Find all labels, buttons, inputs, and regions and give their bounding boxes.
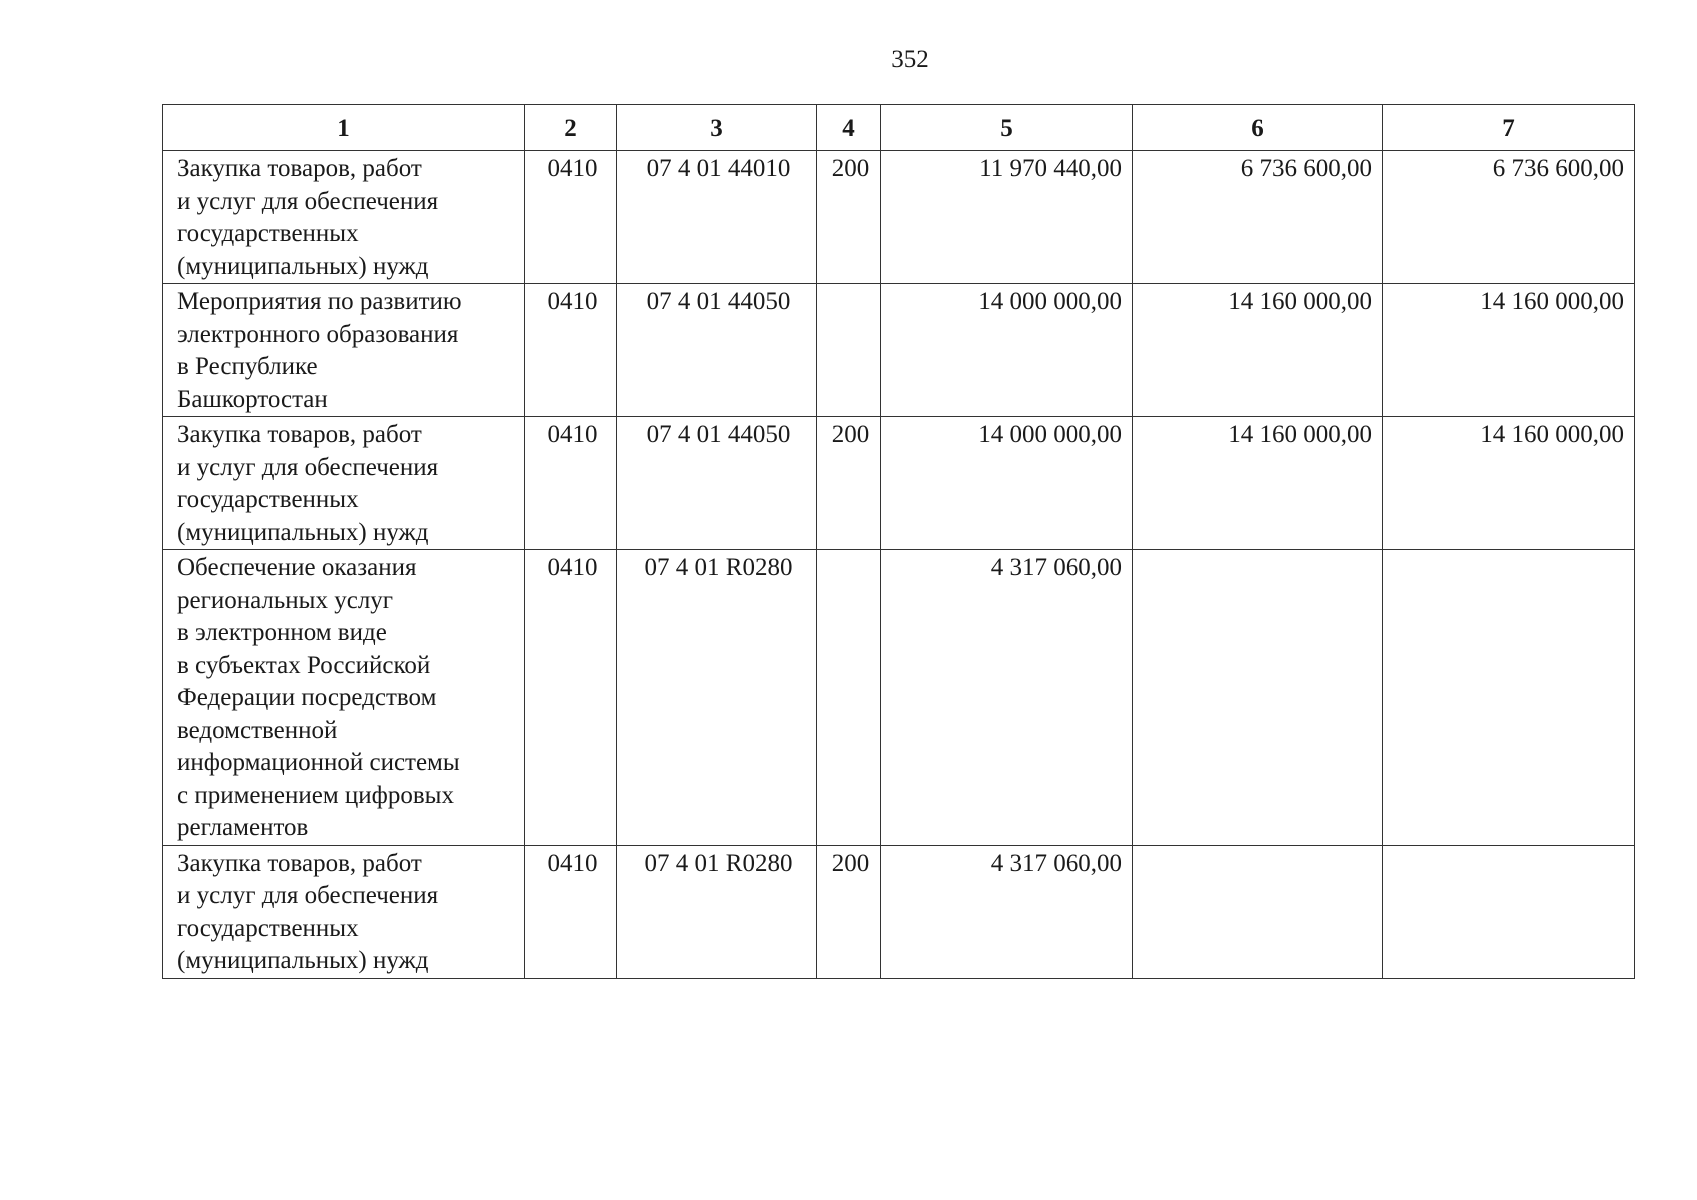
amount-col-5-cell: 4 317 060,00: [881, 845, 1133, 978]
amount-col-5-cell: 11 970 440,00: [881, 151, 1133, 284]
table-row: [163, 550, 1635, 846]
table-body: [163, 151, 1635, 979]
row-name-line: Мероприятия по развитию: [177, 288, 462, 315]
amount-col-5-cell: 4 317 060,00: [881, 550, 1133, 846]
header-col-7: 7: [1383, 105, 1635, 151]
header-col-3: 3: [617, 105, 817, 151]
row-name-line: региональных услуг: [177, 586, 394, 614]
amount-col-7-cell: 14 160 000,00: [1383, 417, 1635, 550]
header-col-4: 4: [817, 105, 881, 151]
amount-col-6-cell: 14 160 000,00: [1133, 284, 1383, 417]
row-name-line: и услуг для обеспечения: [177, 453, 439, 481]
amount-col-5-cell: 14 000 000,00: [881, 284, 1133, 417]
row-name-line: с применением цифровых: [177, 781, 454, 809]
row-name-cell: [163, 417, 525, 550]
row-name-line: Башкортостан: [177, 385, 328, 413]
table-row: [163, 151, 1635, 284]
table-row: [163, 284, 1635, 417]
section-code-cell: 0410: [525, 845, 617, 978]
header-col-2: 2: [525, 105, 617, 151]
amount-col-6-cell: 14 160 000,00: [1133, 417, 1383, 550]
row-name-cell: [163, 550, 525, 846]
section-code-cell: 0410: [525, 151, 617, 284]
row-name-line: Закупка товаров, работ: [177, 849, 422, 877]
expense-type-cell: 200: [817, 151, 881, 284]
header-col-5: 5: [881, 105, 1133, 151]
row-name-line: государственных: [177, 220, 359, 247]
target-code-cell: 07 4 01 R0280: [617, 845, 817, 978]
expense-type-cell: [817, 550, 881, 846]
row-name-line: государственных: [177, 486, 359, 513]
row-name-line: регламентов: [177, 814, 309, 841]
section-code-cell: 0410: [525, 550, 617, 846]
header-col-1: 1: [163, 105, 525, 151]
target-code-cell: 07 4 01 R0280: [617, 550, 817, 846]
row-name-line: (муниципальных) нужд: [177, 252, 429, 280]
amount-col-5-cell: 14 000 000,00: [881, 417, 1133, 550]
expense-type-cell: 200: [817, 845, 881, 978]
target-code-cell: 07 4 01 44010: [617, 151, 817, 284]
table-row: [163, 845, 1635, 978]
header-col-6: 6: [1133, 105, 1383, 151]
amount-col-7-cell: 6 736 600,00: [1383, 151, 1635, 284]
row-name-line: электронного образования: [177, 320, 459, 348]
budget-table: [162, 104, 1635, 979]
amount-col-7-cell: [1383, 550, 1635, 846]
target-code-cell: 07 4 01 44050: [617, 417, 817, 550]
amount-col-6-cell: [1133, 550, 1383, 846]
section-code-cell: 0410: [525, 417, 617, 550]
amount-col-6-cell: [1133, 845, 1383, 978]
row-name-line: ведомственной: [177, 716, 338, 744]
header-row: [163, 105, 1635, 151]
table-row: [163, 417, 1635, 550]
row-name-cell: [163, 151, 525, 284]
row-name-line: в электронном виде: [177, 619, 387, 646]
row-name-line: (муниципальных) нужд: [177, 947, 429, 974]
target-code-cell: 07 4 01 44050: [617, 284, 817, 417]
row-name-line: и услуг для обеспечения: [177, 882, 439, 909]
row-name-line: Закупка товаров, работ: [177, 421, 422, 448]
row-name-line: информационной системы: [177, 749, 460, 776]
row-name-line: в Республике: [177, 353, 318, 380]
row-name-line: (муниципальных) нужд: [177, 518, 429, 546]
row-name-line: Федерации посредством: [177, 684, 437, 711]
amount-col-6-cell: 6 736 600,00: [1133, 151, 1383, 284]
row-name-line: в субъектах Российской: [177, 651, 431, 679]
row-name-cell: [163, 284, 525, 417]
row-name-line: Обеспечение оказания: [177, 554, 417, 581]
amount-col-7-cell: 14 160 000,00: [1383, 284, 1635, 417]
row-name-line: государственных: [177, 914, 359, 942]
amount-col-7-cell: [1383, 845, 1635, 978]
page-number: 352: [891, 46, 929, 73]
expense-type-cell: 200: [817, 417, 881, 550]
row-name-cell: [163, 845, 525, 978]
row-name-line: Закупка товаров, работ: [177, 155, 422, 182]
expense-type-cell: [817, 284, 881, 417]
section-code-cell: 0410: [525, 284, 617, 417]
row-name-line: и услуг для обеспечения: [177, 187, 439, 215]
